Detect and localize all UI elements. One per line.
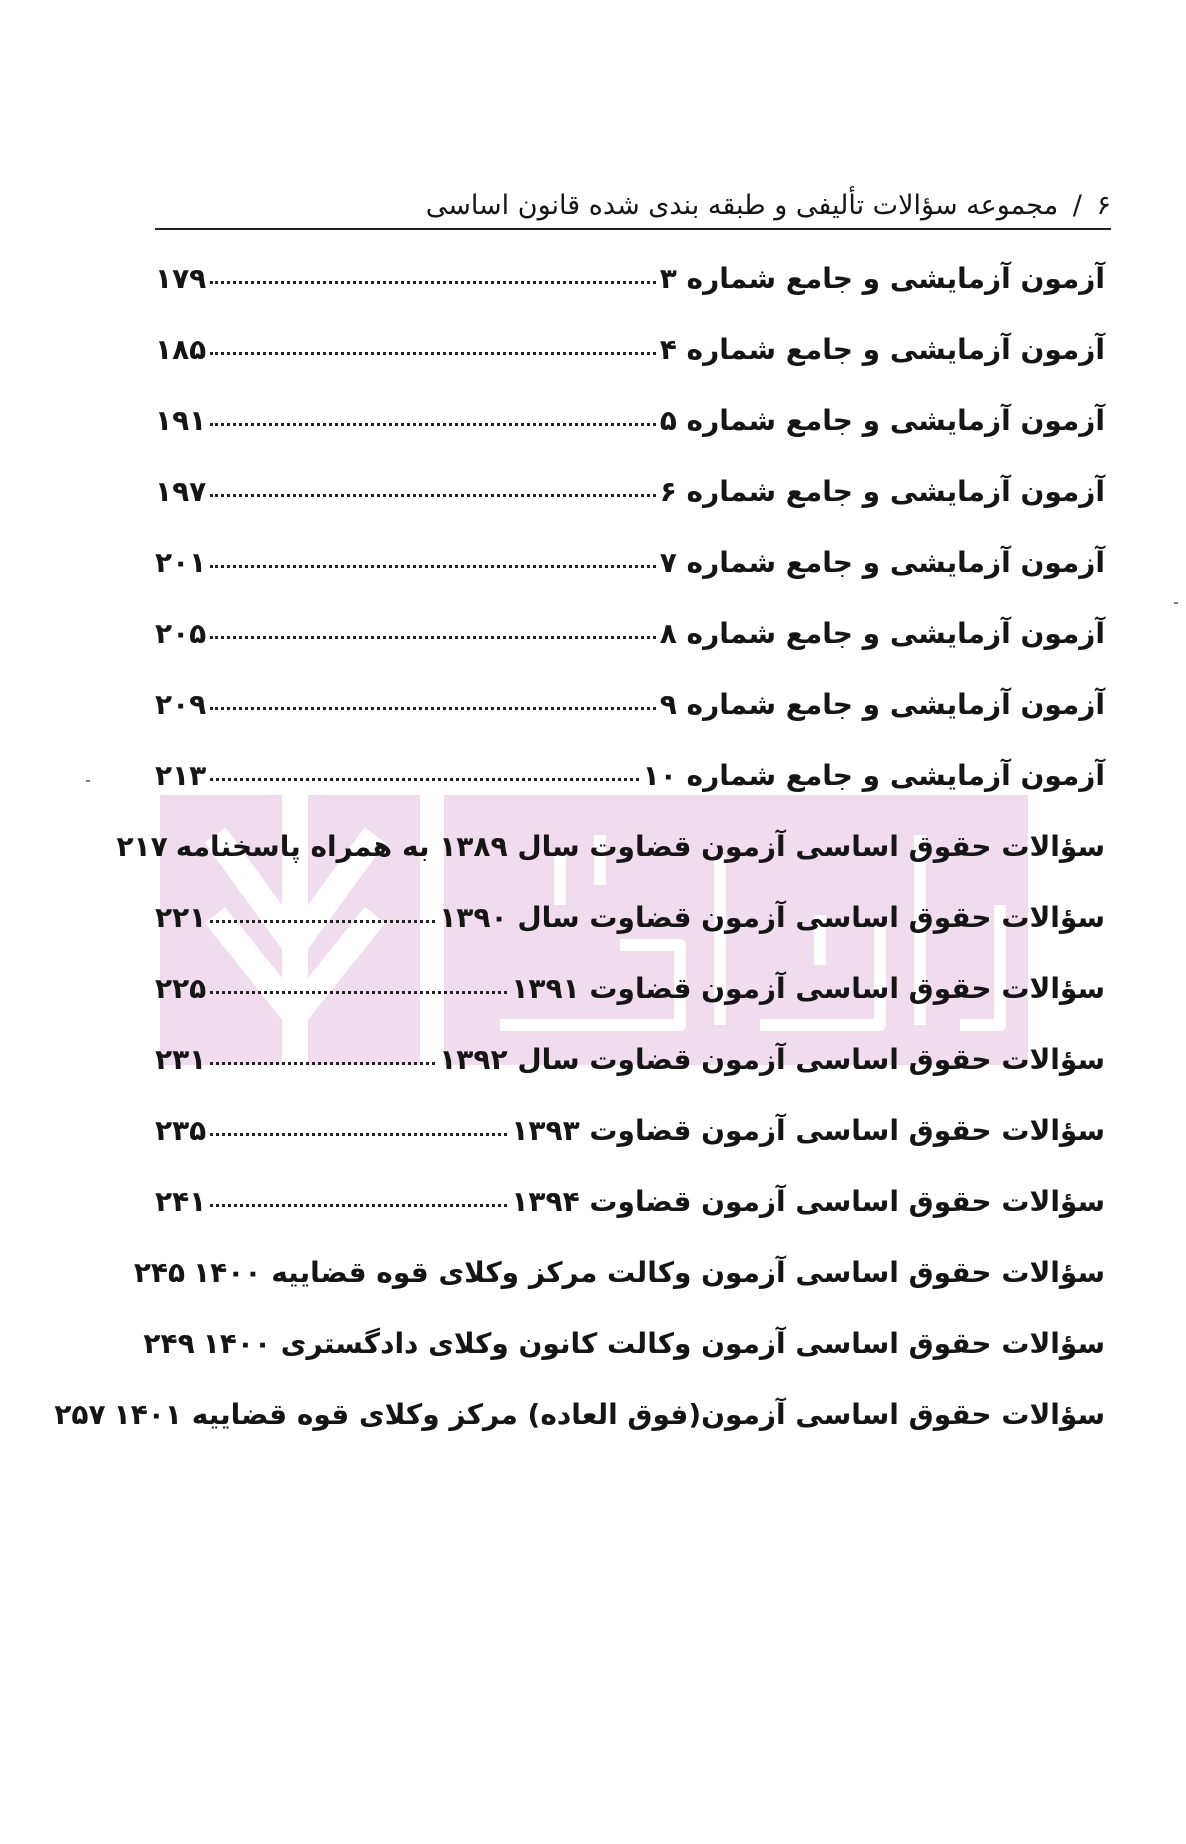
toc-row xyxy=(155,617,1105,688)
toc-leader-dots xyxy=(210,1133,507,1136)
toc-leader-dots xyxy=(210,636,655,639)
toc-entry-page: ۱۷۹ xyxy=(155,262,207,295)
table-of-contents xyxy=(54,262,1105,1469)
toc-entry-title: سؤالات حقوق اساسی آزمون قضاوت سال ۱۳۹۰ xyxy=(439,901,1105,934)
toc-entry-title: سؤالات حقوق اساسی آزمون قضاوت ۱۳۹۱ xyxy=(511,972,1105,1005)
header-separator: / xyxy=(1072,190,1082,221)
margin-mark xyxy=(1174,602,1178,604)
toc-leader-dots xyxy=(210,778,638,781)
toc-leader-dots xyxy=(210,1204,507,1207)
toc-leader-dots xyxy=(210,423,655,426)
toc-row xyxy=(155,972,1105,1043)
toc-entry-title: آزمون آزمایشی و جامع شماره ۹ xyxy=(659,688,1105,721)
toc-row xyxy=(155,262,1105,333)
toc-leader-dots xyxy=(210,494,655,497)
toc-row xyxy=(155,759,1105,830)
toc-row xyxy=(116,830,1105,901)
toc-entry-title: سؤالات حقوق اساسی آزمون وکالت کانون وکلای دادگستری ۱۴۰۰ xyxy=(202,1327,1105,1360)
toc-entry-title: سؤالات حقوق اساسی آزمون قضاوت سال ۱۳۹۲ xyxy=(439,1043,1105,1076)
toc-row xyxy=(155,333,1105,404)
toc-entry-page: ۲۰۹ xyxy=(155,688,207,721)
toc-leader-dots xyxy=(210,281,655,284)
toc-entry-title: سؤالات حقوق اساسی آزمون قضاوت سال ۱۳۸۹ به همراه پاسخنامه xyxy=(175,830,1105,863)
toc-entry-page: ۲۰۱ xyxy=(155,546,207,579)
toc-row xyxy=(143,1327,1105,1398)
toc-entry-title: سؤالات حقوق اساسی آزمون وکالت مرکز وکلای قوه قضاییه ۱۴۰۰ xyxy=(193,1256,1105,1289)
toc-row xyxy=(155,1043,1105,1114)
toc-entry-title: سؤالات حقوق اساسی آزمون(فوق العاده) مرکز وکلای قوه قضاییه ۱۴۰۱ xyxy=(113,1398,1105,1431)
toc-entry-title: آزمون آزمایشی و جامع شماره ۴ xyxy=(659,333,1105,366)
toc-entry-page: ۱۸۵ xyxy=(155,333,207,366)
running-header xyxy=(157,186,1111,226)
toc-entry-page: ۲۱۷ xyxy=(116,830,168,863)
toc-entry-title: آزمون آزمایشی و جامع شماره ۱۰ xyxy=(642,759,1105,792)
toc-row xyxy=(155,1185,1105,1256)
toc-leader-dots xyxy=(210,352,655,355)
toc-leader-dots xyxy=(210,707,655,710)
header-rule xyxy=(155,228,1111,230)
toc-entry-title: آزمون آزمایشی و جامع شماره ۶ xyxy=(659,475,1105,508)
toc-entry-title: سؤالات حقوق اساسی آزمون قضاوت ۱۳۹۳ xyxy=(511,1114,1105,1147)
toc-entry-page: ۲۳۵ xyxy=(155,1114,207,1147)
toc-row xyxy=(155,901,1105,972)
toc-entry-title: سؤالات حقوق اساسی آزمون قضاوت ۱۳۹۴ xyxy=(511,1185,1105,1218)
toc-entry-page: ۲۱۳ xyxy=(155,759,207,792)
toc-entry-title: آزمون آزمایشی و جامع شماره ۵ xyxy=(659,404,1105,437)
toc-row xyxy=(54,1398,1105,1469)
toc-entry-title: آزمون آزمایشی و جامع شماره ۸ xyxy=(659,617,1105,650)
toc-entry-title: آزمون آزمایشی و جامع شماره ۳ xyxy=(659,262,1105,295)
toc-leader-dots xyxy=(210,991,507,994)
toc-entry-page: ۲۲۱ xyxy=(155,901,207,934)
toc-entry-page: ۲۲۵ xyxy=(155,972,207,1005)
toc-row xyxy=(155,688,1105,759)
toc-leader-dots xyxy=(210,1062,435,1065)
toc-entry-page: ۲۴۵ xyxy=(133,1256,186,1289)
toc-entry-page: ۱۹۷ xyxy=(155,475,207,508)
toc-entry-title: آزمون آزمایشی و جامع شماره ۷ xyxy=(659,546,1105,579)
toc-entry-page: ۲۳۱ xyxy=(155,1043,207,1076)
toc-row xyxy=(155,475,1105,546)
header-page-number: ۶ xyxy=(1096,190,1111,221)
toc-entry-page: ۱۹۱ xyxy=(155,404,207,437)
header-book-title: مجموعه سؤالات تألیفی و طبقه بندی شده قانون اساسی xyxy=(425,190,1059,221)
toc-entry-page: ۲۴۹ xyxy=(143,1327,195,1360)
toc-row xyxy=(155,1114,1105,1185)
toc-entry-page: ۲۴۱ xyxy=(155,1185,207,1218)
toc-row xyxy=(133,1256,1105,1327)
toc-leader-dots xyxy=(210,920,435,923)
toc-row xyxy=(155,546,1105,617)
toc-leader-dots xyxy=(210,565,655,568)
margin-mark xyxy=(86,780,90,782)
toc-entry-page: ۲۰۵ xyxy=(155,617,207,650)
toc-row xyxy=(155,404,1105,475)
toc-entry-page: ۲۵۷ xyxy=(54,1398,106,1431)
